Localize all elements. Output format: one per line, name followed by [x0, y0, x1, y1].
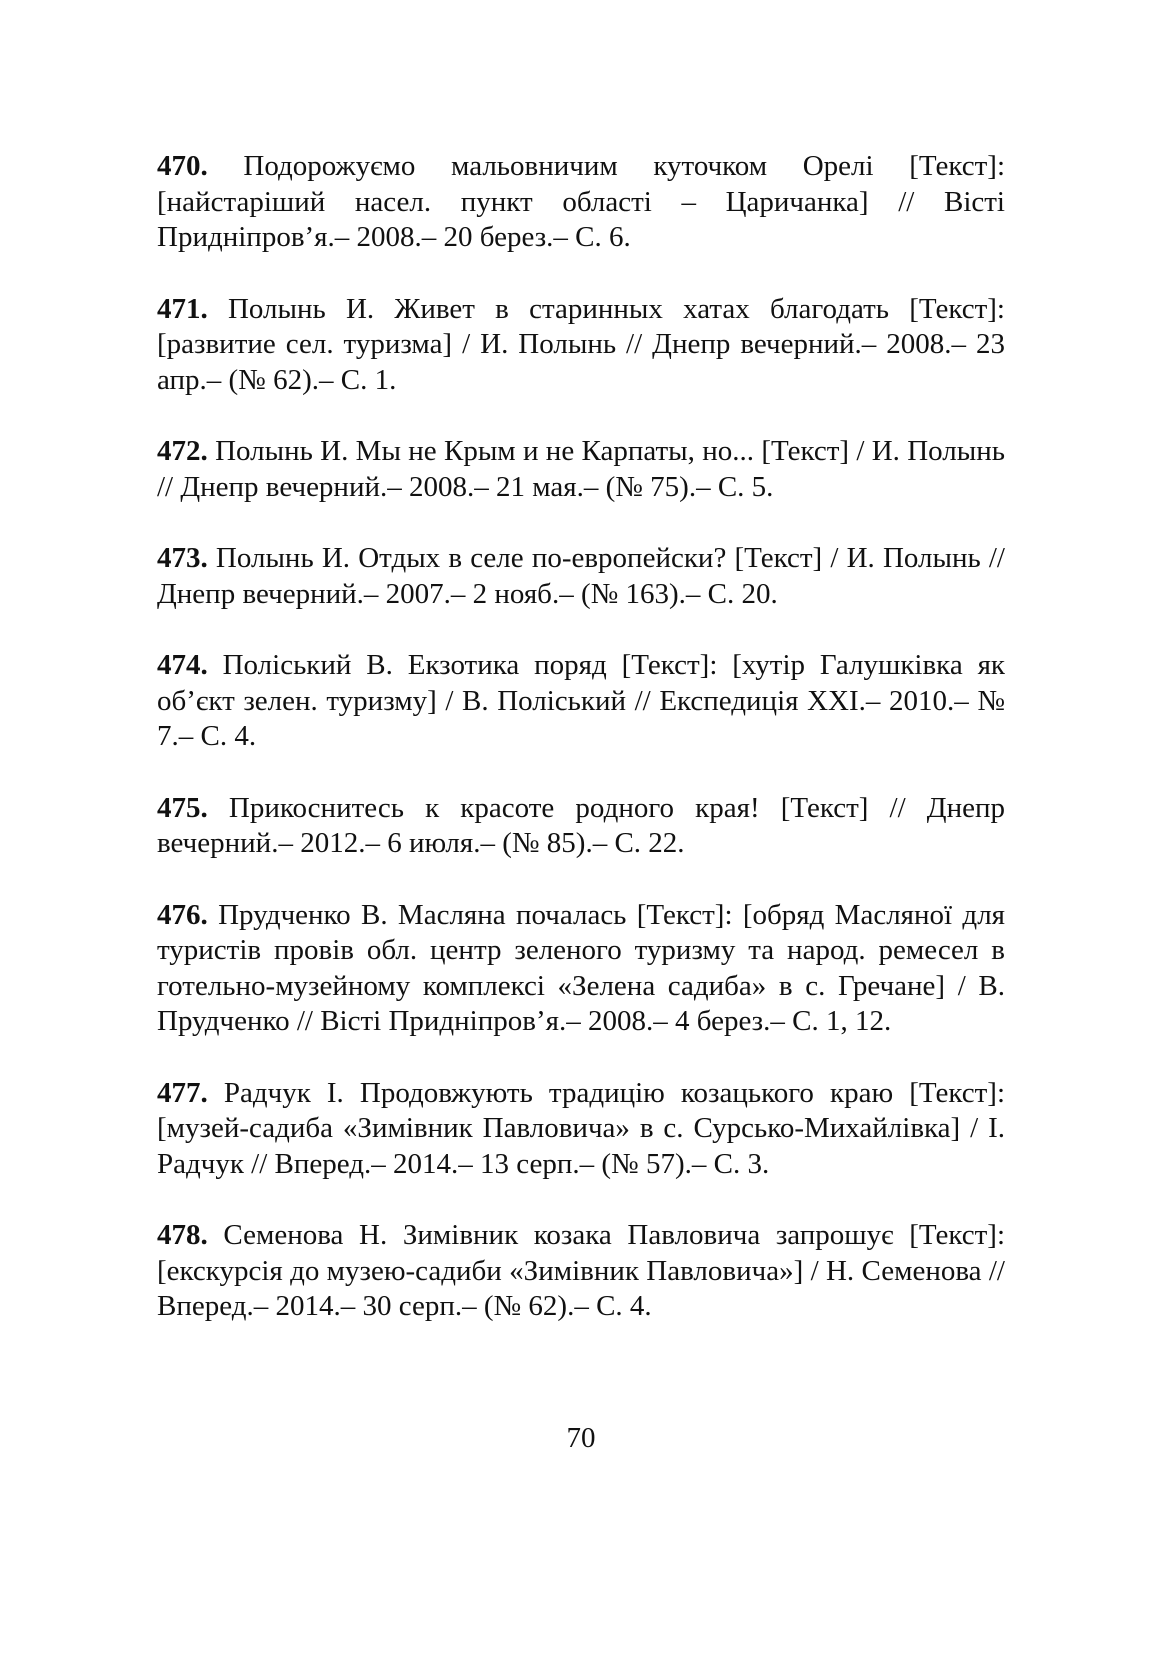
bibliography-entry-472 — [157, 434, 1005, 505]
entry-text: Подорожуємо мальовничим куточком Орелі [Текст]: [найстаріший насел. пункт області – Царичанка] // Вісті Придніпров’я.– 2008.– 20 берез.– С. 6. — [157, 150, 1005, 253]
entry-number: 477. — [157, 1076, 208, 1109]
entry-text: Семенова Н. Зимівник козака Павловича запрошує [Текст]: [екскурсія до музею-садиби «Зимівник Павловича»] / Н. Семенова // Вперед.– 2014.– 30 серп.– (№ 62).– С. 4. — [157, 1219, 1005, 1322]
bibliography-entry-475 — [157, 791, 1005, 862]
entry-number: 472. — [157, 435, 208, 467]
entry-text: Полынь И. Мы не Крым и не Карпаты, но... [Текст] / И. Полынь // Днепр вечерний.– 2008.– 21 мая.– (№ 75).– С. 5. — [157, 435, 1005, 503]
bibliography-entry-474 — [157, 648, 1005, 755]
bibliography-page — [157, 149, 1005, 1361]
page-number: 70 — [566, 1422, 596, 1454]
entry-number: 475. — [157, 791, 208, 824]
bibliography-entry-477 — [157, 1076, 1005, 1183]
entry-text: Полынь И. Живет в старинных хатах благодать [Текст]: [развитие сел. туризма] / И. Полынь // Днепр вечерний.– 2008.– 23 апр.– (№ 62).– С. 1. — [157, 292, 1005, 396]
bibliography-entry-471 — [157, 292, 1005, 399]
entry-number: 470. — [157, 150, 208, 182]
entry-number: 476. — [157, 898, 208, 931]
entry-text: Поліський В. Екзотика поряд [Текст]: [хутір Галушківка як об’єкт зелен. туризму] / В. Поліський // Експедиція XXI.– 2010.– № 7.– С. 4. — [157, 649, 1005, 752]
entry-number: 473. — [157, 542, 208, 574]
entry-text: Прудченко В. Масляна почалась [Текст]: [обряд Масляної для туристів провів обл. центр зеленого туризму та народ. ремесел в готельно-музейному комплексі «Зелена садиба» в с. Гречане] / В. Прудченко // Вісті Придніпров’я.– 2008.– 4 берез.– С. 1, 12. — [157, 898, 1005, 1037]
entry-number: 471. — [157, 292, 208, 325]
bibliography-entry-473 — [157, 541, 1005, 612]
entry-text: Радчук І. Продовжують традицію козацького краю [Текст]: [музей-садиба «Зимівник Павловича» в с. Сурсько-Михайлівка] / І. Радчук // Вперед.– 2014.– 13 серп.– (№ 57).– С. 3. — [157, 1076, 1005, 1180]
bibliography-entry-470 — [157, 149, 1005, 256]
entry-text: Полынь И. Отдых в селе по-европейски? [Текст] / И. Полынь // Днепр вечерний.– 2007.– 2 нояб.– (№ 163).– С. 20. — [157, 542, 1005, 610]
entry-number: 478. — [157, 1219, 208, 1251]
entry-number: 474. — [157, 649, 208, 681]
bibliography-entry-478 — [157, 1218, 1005, 1325]
bibliography-entry-476 — [157, 898, 1005, 1040]
entry-text: Прикоснитесь к красоте родного края! [Текст] // Днепр вечерний.– 2012.– 6 июля.– (№ 85).– С. 22. — [157, 791, 1005, 859]
